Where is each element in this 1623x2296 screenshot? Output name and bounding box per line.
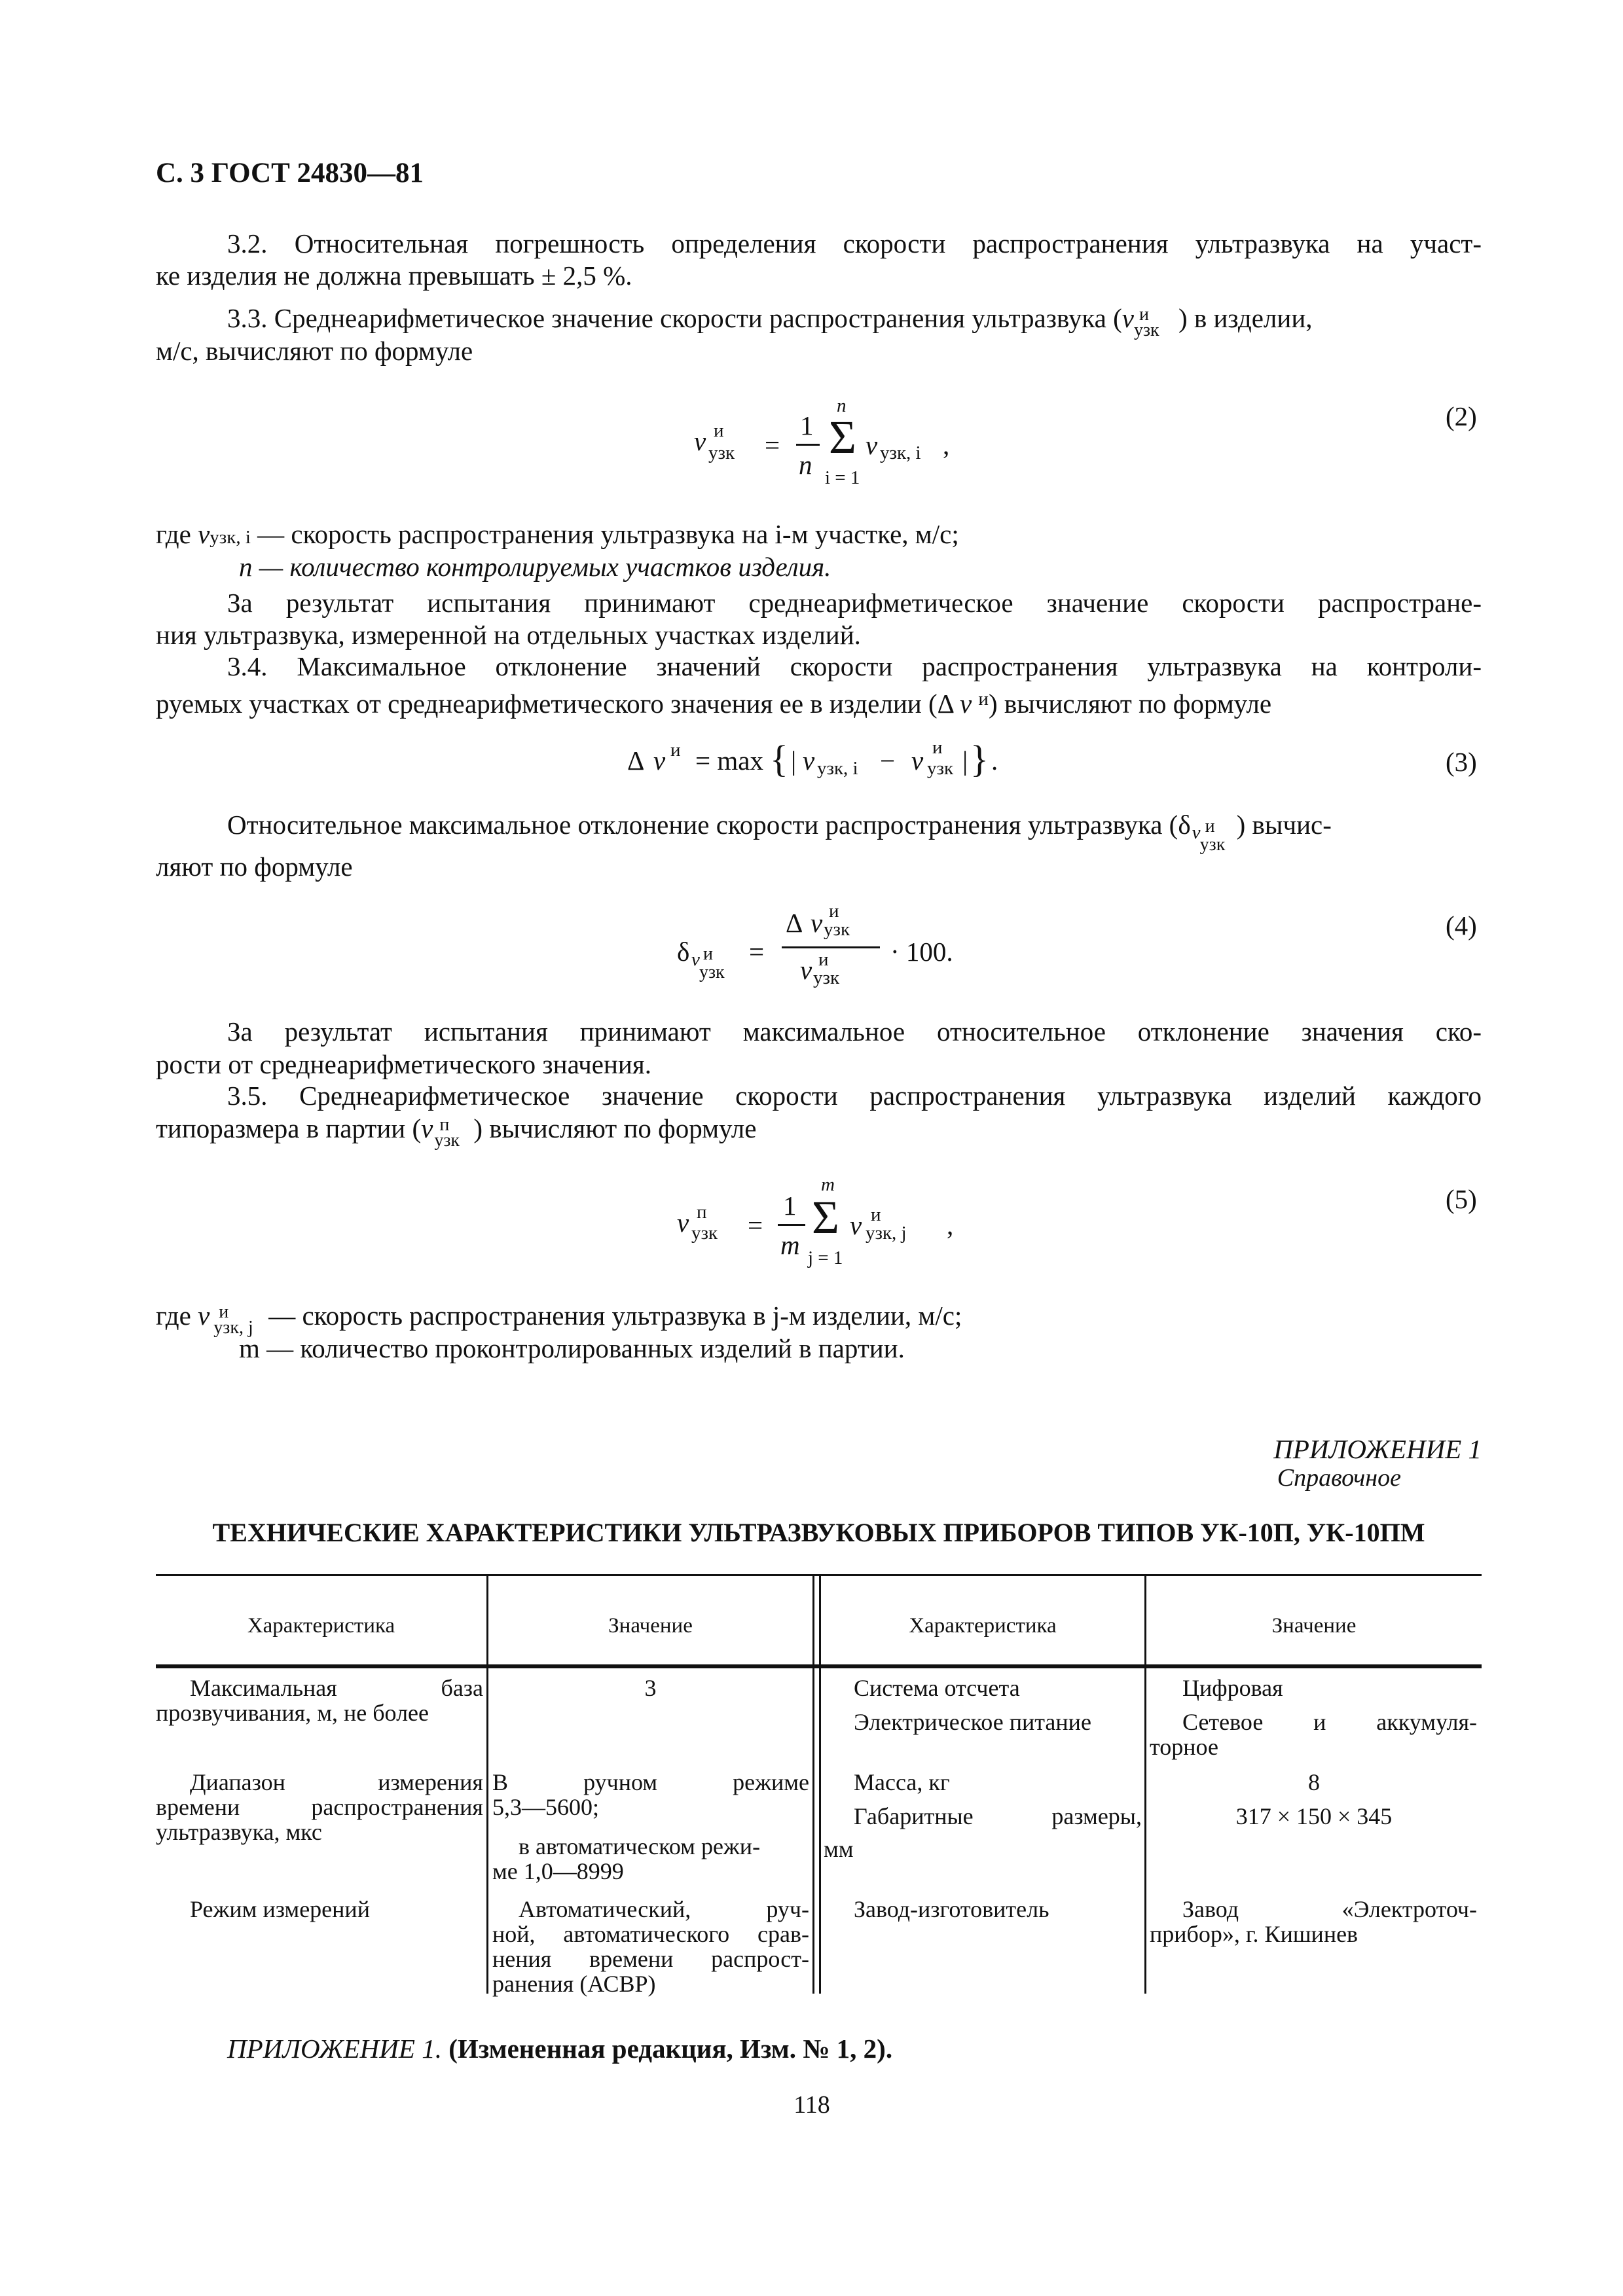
footnote: ПРИЛОЖЕНИЕ 1. (Измененная редакция, Изм. № 1, 2). bbox=[227, 2034, 893, 2064]
p33-line2: м/с, вычисляют по формуле bbox=[156, 336, 473, 366]
table-cell-max-base-value: 3 bbox=[644, 1675, 657, 1701]
appendix-subtitle: Справочное bbox=[1277, 1464, 1401, 1492]
table-header-characteristic-2: Характеристика bbox=[909, 1614, 1057, 1638]
table-header-value-1: Значение bbox=[608, 1614, 693, 1638]
formula-3: Δ v и = max { | v узк, i − v и узк | } . bbox=[627, 737, 998, 780]
result1-line1: За результат испытания принимают среднеарифметическое значение скорости распростране- bbox=[227, 588, 1482, 618]
result2-line2: рости от среднеарифметического значения. bbox=[156, 1049, 651, 1079]
table-cell-reading-system-value: Цифровая bbox=[1182, 1675, 1283, 1701]
page-header: С. 3 ГОСТ 24830—81 bbox=[156, 158, 424, 188]
table-cell-dimensions-value: 317 × 150 × 345 bbox=[1235, 1803, 1393, 1829]
formula-5: v п узк = 1 m m Σ j = 1 v и узк, j , bbox=[677, 1174, 954, 1268]
table-cell-max-base: Максимальная база прозвучивания, м, не более bbox=[156, 1675, 483, 1726]
table-cell-range: Диапазон измерения времени распространения ультразвука, мкс bbox=[156, 1769, 483, 1845]
rel-line2: ляют по формуле bbox=[156, 852, 353, 882]
page-number: 118 bbox=[793, 2091, 830, 2119]
table-header-characteristic-1: Характеристика bbox=[247, 1614, 395, 1638]
formula-2: v и узк = 1 n n Σ i = 1 v узк, i , bbox=[694, 395, 950, 488]
p35-line2: типоразмера в партии (v п узк ) вычисляют по формуле bbox=[156, 1113, 757, 1151]
result1-line2: ния ультразвука, измеренной на отдельных участках изделий. bbox=[156, 620, 861, 650]
where1-line1: где vузк, i — скорость распространения ультразвука на i-м участке, м/с; bbox=[156, 519, 959, 549]
table-title: ТЕХНИЧЕСКИЕ ХАРАКТЕРИСТИКИ УЛЬТРАЗВУКОВЫХ ПРИБОРОВ ТИПОВ УК-10П, УК-10ПМ bbox=[212, 1518, 1425, 1547]
table-cell-mode-value: Автоматический, руч- ной, автоматического срав- нения времени распрост- ранения (АСВР) bbox=[492, 1896, 809, 1997]
rel-line1: Относительное максимальное отклонение скорости распространения ультразвука (δ v и узк ) вычис- bbox=[227, 810, 1332, 855]
table-cell-mass: Масса, кг bbox=[854, 1769, 950, 1795]
table-cell-manufacturer-value: Завод «Электроточ- прибор», г. Кишинев bbox=[1150, 1896, 1477, 1947]
result2-line1: За результат испытания принимают максимальное относительное отклонение значения ско- bbox=[227, 1016, 1482, 1047]
table-cell-power-value: Сетевое и аккумуля- торное bbox=[1150, 1709, 1477, 1760]
table-header-value-2: Значение bbox=[1271, 1614, 1357, 1638]
table-col-divider-2a bbox=[812, 1574, 814, 1994]
formula-4: δ v и узк = Δ v и узк v и узк · 100. bbox=[677, 901, 953, 988]
eq-number-2: (2) bbox=[1446, 401, 1477, 431]
p33-line1: 3.3. Среднеарифметическое значение скорости распространения ультразвука (v и узк ) в изделии, bbox=[227, 303, 1313, 340]
table-cell-power: Электрическое питание bbox=[854, 1709, 1091, 1735]
where2-line1: где v и узк, j — скорость распространения ультразвука в j-м изделии, м/с; bbox=[156, 1300, 962, 1338]
p34-line2: руемых участках от среднеарифметического значения ее в изделии (Δ v $^и$) вычисляют по формуле bbox=[156, 689, 1272, 719]
table-cell-mass-value: 8 bbox=[1308, 1769, 1320, 1795]
table-cell-reading-system: Система отсчета bbox=[854, 1675, 1020, 1701]
eq-number-5: (5) bbox=[1446, 1184, 1477, 1214]
eq-number-3: (3) bbox=[1446, 747, 1477, 777]
appendix-title: ПРИЛОЖЕНИЕ 1 bbox=[1273, 1434, 1482, 1464]
table-cell-mode: Режим измерений bbox=[190, 1896, 370, 1922]
table-cell-dimensions: Габаритные размеры, мм bbox=[824, 1803, 1142, 1862]
p32-line1: 3.2. Относительная погрешность определения скорости распространения ультразвука на участ- bbox=[227, 228, 1482, 259]
where2-line2: m — количество проконтролированных изделий в партии. bbox=[239, 1333, 905, 1363]
p34-line1: 3.4. Максимальное отклонение значений скорости распространения ультразвука на контроли- bbox=[227, 651, 1482, 681]
where1-line2: n — количество контролируемых участков изделия. bbox=[239, 552, 831, 582]
table-cell-range-value: В ручном режиме 5,3—5600; в автоматическом режи- ме 1,0—8999 bbox=[492, 1769, 809, 1884]
p35-line1: 3.5. Среднеарифметическое значение скорости распространения ультразвука изделий каждого bbox=[227, 1081, 1482, 1111]
table-cell-manufacturer: Завод-изготовитель bbox=[854, 1896, 1049, 1922]
eq-number-4: (4) bbox=[1446, 910, 1477, 941]
p32-line2: ке изделия не должна превышать ± 2,5 %. bbox=[156, 260, 632, 291]
